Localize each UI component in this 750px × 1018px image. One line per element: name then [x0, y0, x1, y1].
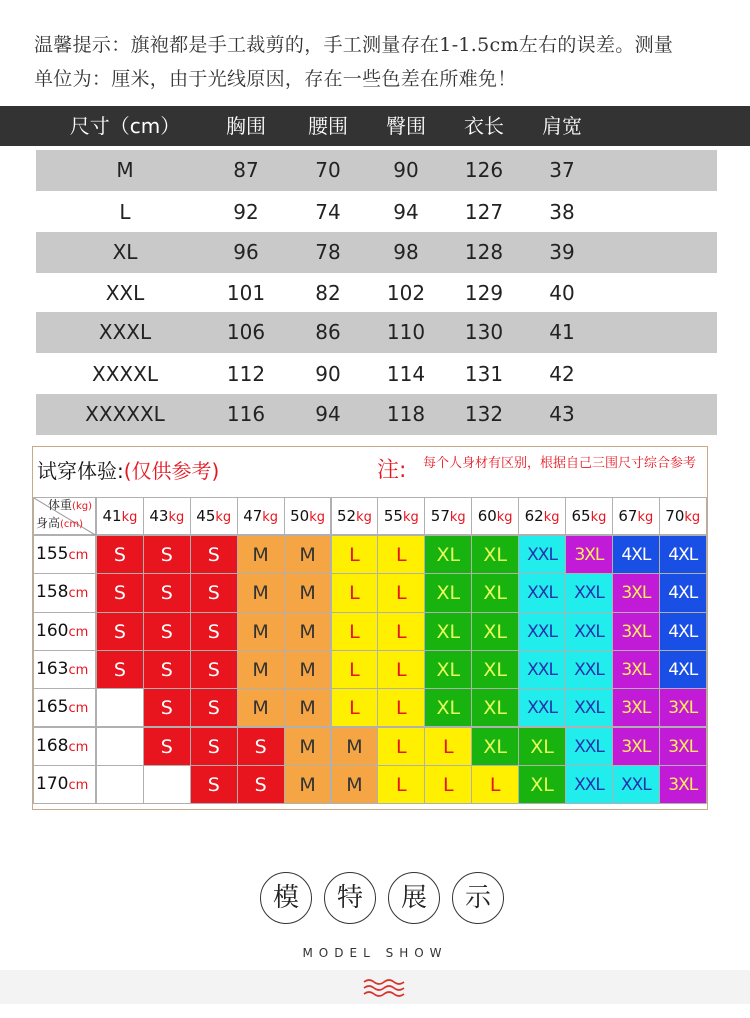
size-cell-hip: 98: [393, 240, 419, 264]
size-cell-hip: 102: [386, 281, 426, 305]
height-label: 155cm: [33, 535, 96, 574]
size-cell-bust: 96: [233, 240, 259, 264]
height-label: 168cm: [33, 727, 96, 766]
size-cell-size: XXXXL: [92, 362, 158, 386]
fit-size-cell: 3XL: [612, 612, 660, 651]
size-cell-bust: 87: [233, 158, 259, 182]
size-row: [36, 394, 717, 435]
fit-size-cell: XXL: [518, 612, 566, 651]
model-char-1: 模: [260, 872, 312, 924]
fit-size-cell: S: [237, 765, 285, 804]
fit-size-cell: S: [143, 612, 191, 651]
notice-line-2: 单位为：厘米，由于光线原因，存在一些色差在所难免！: [34, 68, 517, 90]
fit-size-cell: [143, 765, 191, 804]
fit-size-cell: 3XL: [612, 727, 660, 766]
fit-size-cell: M: [284, 727, 332, 766]
size-row: [36, 354, 717, 395]
fit-size-cell: [96, 688, 144, 727]
fit-size-cell: XXL: [612, 765, 660, 804]
wave-icon: [363, 978, 405, 998]
fit-size-cell: L: [377, 688, 425, 727]
fit-size-cell: S: [190, 535, 238, 574]
weight-header: 57kg: [424, 497, 472, 535]
fit-size-cell: XL: [518, 727, 566, 766]
fit-size-cell: L: [377, 535, 425, 574]
size-cell-shoulder: 38: [549, 200, 575, 224]
weight-header: 50kg: [284, 497, 332, 535]
fit-size-cell: M: [237, 612, 285, 651]
fit-size-cell: XXL: [565, 573, 613, 612]
fit-size-cell: S: [96, 535, 144, 574]
fit-size-cell: 4XL: [659, 650, 707, 689]
fit-chart-title: [37, 455, 219, 484]
fit-size-cell: L: [424, 765, 472, 804]
fit-size-cell: XXL: [518, 650, 566, 689]
size-cell-waist: 82: [315, 281, 341, 305]
fit-size-cell: [96, 727, 144, 766]
fit-size-cell: XL: [471, 650, 519, 689]
fit-size-cell: L: [331, 688, 379, 727]
weight-header: 55kg: [377, 497, 425, 535]
fit-size-cell: M: [284, 573, 332, 612]
header-shoulder: 肩宽: [542, 114, 582, 138]
size-cell-waist: 94: [315, 402, 341, 426]
fit-size-cell: XL: [471, 573, 519, 612]
fit-size-cell: XL: [518, 765, 566, 804]
fit-size-cell: XL: [424, 650, 472, 689]
fit-size-cell: XXL: [565, 688, 613, 727]
weight-header: 45kg: [190, 497, 238, 535]
fit-size-cell: S: [143, 650, 191, 689]
fit-size-cell: 3XL: [612, 650, 660, 689]
fit-size-cell: XL: [424, 612, 472, 651]
fit-size-cell: M: [237, 688, 285, 727]
size-cell-bust: 112: [226, 362, 266, 386]
fit-note: 每个人身材有区别，根据自己三围尺寸综合参考: [423, 456, 697, 471]
size-cell-shoulder: 41: [549, 320, 575, 344]
notice-text: [34, 28, 724, 96]
fit-size-cell: S: [237, 727, 285, 766]
size-cell-length: 132: [464, 402, 504, 426]
fit-size-cell: 4XL: [659, 573, 707, 612]
height-label: 165cm: [33, 688, 96, 727]
fit-size-cell: L: [377, 612, 425, 651]
fit-size-cell: XXL: [518, 535, 566, 574]
fit-size-cell: 3XL: [612, 688, 660, 727]
fit-size-cell: M: [284, 612, 332, 651]
fit-size-cell: S: [143, 727, 191, 766]
fit-size-cell: S: [190, 727, 238, 766]
fit-size-cell: XXL: [565, 765, 613, 804]
size-table-header: [0, 106, 750, 146]
fit-size-cell: L: [331, 612, 379, 651]
weight-header: 67kg: [612, 497, 660, 535]
model-show-subtitle: MODEL SHOW: [302, 946, 448, 960]
height-label: 163cm: [33, 650, 96, 689]
fit-size-cell: L: [377, 573, 425, 612]
size-cell-length: 128: [464, 240, 504, 264]
fit-size-cell: L: [377, 650, 425, 689]
fit-size-cell: S: [96, 573, 144, 612]
fit-size-cell: L: [331, 650, 379, 689]
size-cell-bust: 101: [226, 281, 266, 305]
fit-size-cell: XL: [471, 535, 519, 574]
header-size: 尺寸（cm）: [69, 114, 181, 138]
weight-header: 62kg: [518, 497, 566, 535]
fit-size-cell: S: [96, 650, 144, 689]
size-cell-waist: 90: [315, 362, 341, 386]
weight-header: 47kg: [237, 497, 285, 535]
fit-size-cell: M: [284, 535, 332, 574]
model-char-4: 示: [452, 872, 504, 924]
model-char-3: 展: [388, 872, 440, 924]
model-char-2: 特: [324, 872, 376, 924]
size-cell-size: XXXXXL: [85, 402, 165, 426]
fit-size-cell: M: [331, 727, 379, 766]
size-cell-waist: 78: [315, 240, 341, 264]
fit-size-cell: S: [190, 612, 238, 651]
size-cell-bust: 116: [226, 402, 266, 426]
fit-size-cell: 4XL: [612, 535, 660, 574]
size-row: [36, 192, 717, 233]
corner-height-label: 身高(cm): [36, 516, 84, 530]
fit-size-cell: L: [471, 765, 519, 804]
size-cell-hip: 118: [386, 402, 426, 426]
header-bust: 胸围: [226, 114, 266, 138]
fit-size-cell: 3XL: [659, 727, 707, 766]
size-cell-size: XXXL: [98, 320, 152, 344]
size-row: [36, 273, 717, 314]
size-cell-shoulder: 42: [549, 362, 575, 386]
fit-size-cell: L: [424, 727, 472, 766]
notice-line-1: 温馨提示：旗袍都是手工裁剪的，手工测量存在1-1.5cm左右的误差。测量: [34, 34, 674, 56]
size-cell-waist: 70: [315, 158, 341, 182]
size-cell-hip: 110: [386, 320, 426, 344]
fit-size-cell: XXL: [565, 650, 613, 689]
fit-size-cell: 3XL: [659, 765, 707, 804]
fit-size-cell: S: [143, 688, 191, 727]
fit-chart: [32, 446, 708, 810]
fit-size-cell: S: [190, 650, 238, 689]
weight-header: 70kg: [659, 497, 707, 535]
size-row: [36, 150, 717, 191]
fit-size-cell: S: [190, 765, 238, 804]
fit-size-cell: XL: [424, 535, 472, 574]
fit-size-cell: XL: [471, 727, 519, 766]
fit-size-cell: XL: [424, 688, 472, 727]
fit-size-cell: XXL: [565, 727, 613, 766]
fit-size-cell: S: [190, 573, 238, 612]
fit-size-cell: M: [284, 765, 332, 804]
fit-size-cell: M: [237, 573, 285, 612]
header-hip: 臀围: [386, 114, 426, 138]
size-cell-hip: 90: [393, 158, 419, 182]
fit-size-cell: S: [143, 535, 191, 574]
fit-size-cell: L: [331, 535, 379, 574]
fit-size-cell: M: [284, 650, 332, 689]
fit-size-cell: S: [143, 573, 191, 612]
size-cell-shoulder: 40: [549, 281, 575, 305]
size-cell-bust: 106: [226, 320, 266, 344]
height-label: 170cm: [33, 765, 96, 804]
fit-size-cell: 3XL: [612, 573, 660, 612]
size-cell-length: 126: [464, 158, 504, 182]
size-row: [36, 232, 717, 273]
height-label: 160cm: [33, 612, 96, 651]
fit-size-cell: [96, 765, 144, 804]
header-length: 衣长: [464, 114, 504, 138]
size-cell-length: 131: [464, 362, 504, 386]
fit-size-cell: 3XL: [659, 688, 707, 727]
fit-size-cell: L: [331, 573, 379, 612]
size-cell-shoulder: 39: [549, 240, 575, 264]
size-row: [36, 312, 717, 353]
fit-title-tip: (仅供参考): [123, 459, 220, 483]
size-cell-hip: 114: [386, 362, 426, 386]
fit-size-cell: 4XL: [659, 612, 707, 651]
fit-size-cell: 4XL: [659, 535, 707, 574]
size-cell-hip: 94: [393, 200, 419, 224]
corner-weight-label: 体重(kg): [48, 498, 92, 512]
size-cell-size: XL: [112, 240, 138, 264]
model-show-title: [0, 860, 750, 930]
weight-header: 43kg: [143, 497, 191, 535]
fit-size-cell: 3XL: [565, 535, 613, 574]
weight-header: 65kg: [565, 497, 613, 535]
weight-header: 60kg: [471, 497, 519, 535]
fit-size-cell: M: [284, 688, 332, 727]
size-cell-length: 130: [464, 320, 504, 344]
size-cell-shoulder: 37: [549, 158, 575, 182]
header-waist: 腰围: [308, 114, 348, 138]
height-label: 158cm: [33, 573, 96, 612]
size-cell-size: XXL: [105, 281, 145, 305]
fit-grid-corner: [33, 497, 96, 535]
size-cell-length: 127: [464, 200, 504, 224]
size-cell-shoulder: 43: [549, 402, 575, 426]
size-cell-size: M: [116, 158, 134, 182]
size-cell-waist: 86: [315, 320, 341, 344]
fit-size-cell: XL: [471, 612, 519, 651]
size-cell-waist: 74: [315, 200, 341, 224]
size-cell-size: L: [119, 200, 131, 224]
fit-size-cell: XL: [471, 688, 519, 727]
fit-size-cell: M: [237, 650, 285, 689]
fit-size-cell: XXL: [518, 688, 566, 727]
fit-size-cell: XL: [424, 573, 472, 612]
weight-header: 41kg: [96, 497, 144, 535]
fit-size-cell: M: [237, 535, 285, 574]
fit-size-cell: M: [331, 765, 379, 804]
fit-size-cell: S: [96, 612, 144, 651]
fit-size-cell: L: [377, 765, 425, 804]
fit-size-cell: XXL: [518, 573, 566, 612]
fit-size-cell: L: [377, 727, 425, 766]
fit-note-label: 注:: [377, 458, 407, 483]
fit-size-cell: XXL: [565, 612, 613, 651]
weight-header: 52kg: [331, 497, 379, 535]
fit-title-text: 试穿体验:: [37, 459, 124, 483]
size-cell-bust: 92: [233, 200, 259, 224]
size-cell-length: 129: [464, 281, 504, 305]
fit-size-cell: S: [190, 688, 238, 727]
